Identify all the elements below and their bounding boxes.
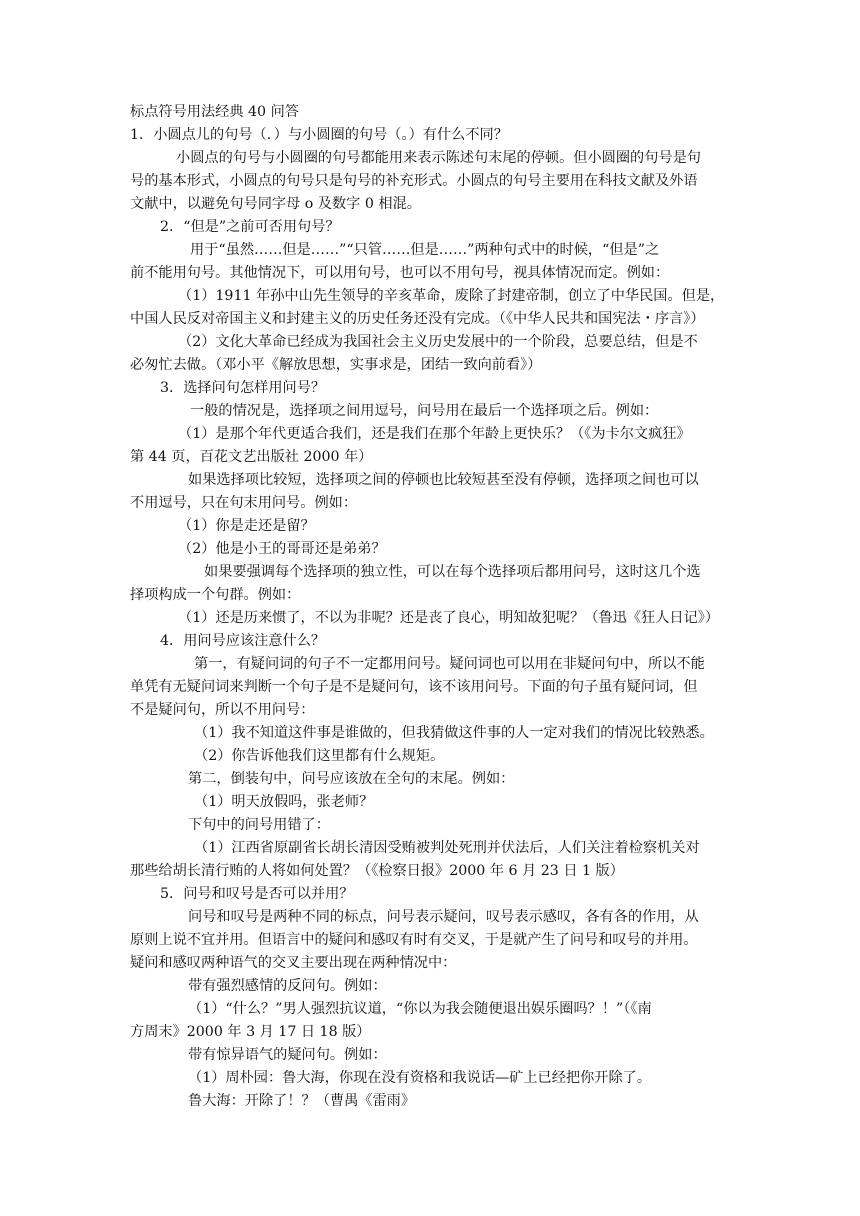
document-lines [130, 124, 740, 1113]
text-line: （1）周朴园：鲁大海，你现在没有资格和我说话—矿上已经把你开除了。 [188, 1070, 652, 1086]
text-line: （2）你告诉他我们这里都有什么规矩。 [194, 748, 445, 764]
text-line: 3．选择问句怎样用问号？ [160, 380, 326, 396]
text-line: 鲁大海：开除了！？（曹禺《雷雨》 [188, 1093, 416, 1109]
text-line: 文献中，以避免句号同字母 o 及数字 0 相混。 [130, 196, 421, 212]
text-line: （1）“什么？”男人强烈抗议道，“你以为我会随便退出娱乐圈吗？！”（《南 [188, 1001, 652, 1017]
text-line: 一般的情况是，选择项之间用逗号，问号用在最后一个选择项之后。例如： [190, 403, 659, 419]
text-line: 带有惊异语气的疑问句。例如： [188, 1047, 387, 1063]
document-title: 标点符号用法经典 40 问答 [130, 104, 299, 120]
text-line: 单凭有无疑问词来判断一个句子是不是疑问句，该不该用问号。下面的句子虽有疑问词，但 [130, 679, 698, 695]
text-line: 中国人民反对帝国主义和封建主义的历史任务还没有完成。（《中华人民共和国宪法・序言》） [130, 311, 705, 327]
text-line: （2）文化大革命已经成为我国社会主义历史发展中的一个阶段，总要总结，但是不 [178, 334, 698, 350]
text-line: 方周末》2000 年 3 月 17 日 18 版） [130, 1024, 371, 1040]
text-line: （1）江西省原副省长胡长清因受贿被判处死刑并伏法后，人们关注着检察机关对 [194, 840, 700, 856]
text-line: 第 44 页，百花文艺出版社 2000 年） [130, 449, 373, 465]
text-line: （1）1911 年孙中山先生领导的辛亥革命，废除了封建帝制，创立了中华民国。但是， [178, 288, 725, 304]
text-line: 带有强烈感情的反问句。例如： [188, 978, 387, 994]
text-line: 第一，有疑问词的句子不一定都用问号。疑问词也可以用在非疑问句中，所以不能 [194, 656, 705, 672]
text-line: （1）还是历来惯了，不以为非呢？还是丧了良心，明知故犯呢？（鲁迅《狂人日记》） [178, 610, 720, 626]
document-body [130, 101, 740, 1113]
text-line: 不是疑问句，所以不用问号： [130, 702, 315, 718]
text-line: 号的基本形式，小圆点的句号只是句号的补充形式。小圆点的句号主要用在科技文献及外语 [130, 173, 698, 189]
text-line: （1）我不知道这件事是谁做的，但我猜做这件事的人一定对我们的情况比较熟悉。 [194, 725, 714, 741]
text-line: 5．问号和叹号是否可以并用？ [160, 886, 354, 902]
text-line: 2．“但是”之前可否用句号？ [160, 219, 340, 235]
text-line: 那些给胡长清行贿的人将如何处置？（《检察日报》2000 年 6 月 23 日 1 版） [130, 863, 624, 879]
text-line: 4．用问号应该注意什么？ [160, 633, 326, 649]
text-line: 原则上说不宜并用。但语言中的疑问和感叹有时有交叉，于是就产生了问号和叹号的并用。 [130, 932, 698, 948]
text-line: （1）是那个年代更适合我们，还是我们在那个年龄上更快乐？（《为卡尔文疯狂》 [178, 426, 691, 442]
text-line: 疑问和感叹两种语气的交叉主要出现在两种情况中： [130, 955, 457, 971]
text-line: 不用逗号，只在句末用问号。例如： [130, 495, 358, 511]
text-line: 小圆点的句号与小圆圈的句号都能用来表示陈述句末尾的停顿。但小圆圈的句号是句 [176, 150, 701, 166]
text-line: 如果要强调每个选择项的独立性，可以在每个选择项后都用问号，这时这几个选 [204, 564, 701, 580]
text-line: 前不能用句号。其他情况下，可以用句号，也可以不用句号，视具体情况而定。例如： [130, 265, 670, 281]
text-line: 第二，倒装句中，问号应该放在全句的末尾。例如： [188, 771, 515, 787]
text-line: 如果选择项比较短，选择项之间的停顿也比较短甚至没有停顿，选择项之间也可以 [188, 472, 699, 488]
text-line: （1）明天放假吗，张老师？ [194, 794, 374, 810]
text-line: 1．小圆点儿的句号（．）与小圆圈的句号（。）有什么不同？ [130, 127, 508, 143]
text-line: 问号和叹号是两种不同的标点，问号表示疑问，叹号表示感叹，各有各的作用，从 [188, 909, 699, 925]
text-line: 必匆忙去做。（邓小平《解放思想，实事求是，团结一致向前看》） [130, 357, 542, 373]
text-line: （2）他是小王的哥哥还是弟弟？ [178, 541, 386, 557]
text-line: 用于“虽然……但是……”“只管……但是……”两种句式中的时候，“但是”之 [190, 242, 660, 258]
text-line: 择项构成一个句群。例如： [130, 587, 301, 603]
text-line: 下句中的问号用错了： [188, 817, 330, 833]
text-line: （1）你是走还是留？ [178, 518, 315, 534]
